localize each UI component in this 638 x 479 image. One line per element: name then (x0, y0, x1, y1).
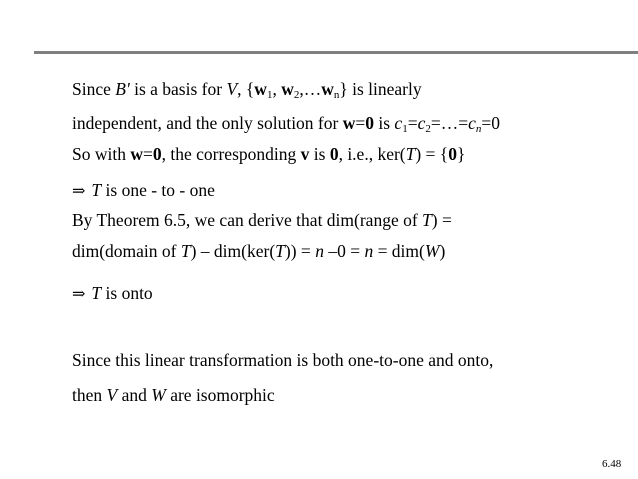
implies-arrow-icon: ⇒ (72, 181, 86, 200)
dimension-equation-line: dim(domain of T) – dim(ker(T)) = n –0 = n = dim(W) (72, 241, 446, 261)
independence-line: independent, and the only solution for w=0 is $c_1=c_2=\dots=c_n=0$ (72, 113, 501, 135)
onto-conclusion: ⇒ T is onto (72, 283, 153, 303)
header-divider (34, 51, 638, 54)
basis-statement-line: Since B' is a basis for V, {$w_1$, $w_2,\dots w_n$} is linearly (72, 79, 422, 101)
one-to-one-conclusion: ⇒ T is one - to - one (72, 180, 215, 200)
isomorphic-conclusion-line: then V and W are isomorphic (72, 385, 275, 405)
page-number: 6.48 (602, 458, 622, 470)
summary-line: Since this linear transformation is both one-to-one and onto, (72, 350, 494, 370)
theorem-line: By Theorem 6.5, we can derive that dim(range of T) = (72, 210, 452, 230)
implies-arrow-icon: ⇒ (72, 284, 86, 303)
kernel-line: So with w=0, the corresponding v is 0, i.e., ker(T) = {0} (72, 144, 466, 164)
